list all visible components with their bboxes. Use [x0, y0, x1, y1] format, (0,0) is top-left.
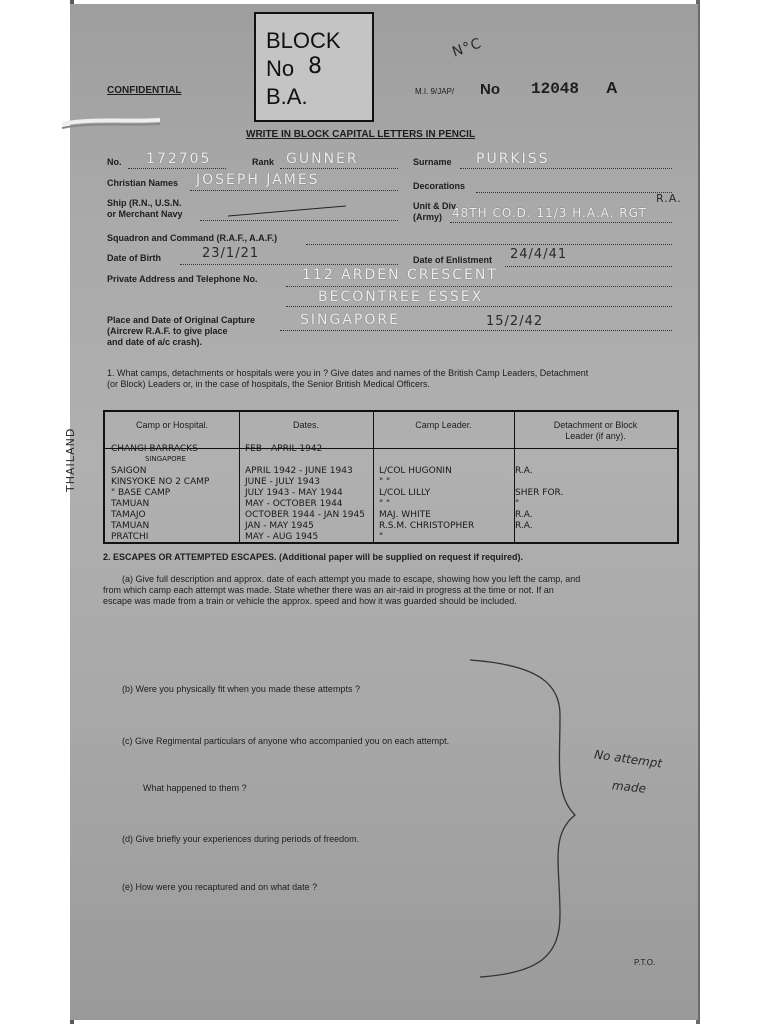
squadron-line: [306, 244, 672, 245]
cell-dates: JULY 1943 - MAY 1944: [245, 488, 343, 498]
cell-leader: ": [379, 532, 384, 542]
q2-e: (e) How were you recaptured and on what date ?: [122, 882, 318, 892]
form-number: 12048: [531, 80, 580, 98]
rank-label: Rank: [252, 157, 275, 167]
q2-c-followup: What happened to them ?: [143, 783, 247, 793]
capture-place: SINGAPORE: [300, 312, 400, 328]
q2-b: (b) Were you physically fit when you made these attempts ?: [122, 684, 360, 694]
christian-names-label: Christian Names: [107, 178, 179, 188]
made-note: made: [611, 778, 647, 796]
cell-detach: ": [515, 499, 520, 509]
thailand-side-note: THAILAND: [64, 427, 77, 492]
unit-value: 48TH CO.D. 11/3 H.A.A. RGT: [452, 206, 647, 220]
rank-line: [280, 168, 398, 169]
no-field-value: 172705: [146, 151, 212, 167]
cell-camp: " BASE CAMP: [111, 488, 171, 498]
q2-a-3: escape was made from a train or vehicle the approx. speed and how it was guarded should be included.: [103, 596, 517, 606]
no-attempt-note: No attempt: [593, 747, 663, 771]
q1-text-2: (or Block) Leaders or, in the case of hospitals, the Senior British Medical Officers.: [107, 379, 430, 389]
no-field-line: [128, 168, 226, 169]
cell-detach: R.A.: [515, 521, 533, 531]
christian-names-value: JOSEPH JAMES: [196, 172, 320, 188]
instruction-title: WRITE IN BLOCK CAPITAL LETTERS IN PENCIL: [246, 129, 476, 140]
cell-dates: JUNE - JULY 1943: [245, 477, 320, 487]
enlistment-label: Date of Enlistment: [413, 255, 493, 265]
ship-line: [200, 220, 398, 221]
address-label: Private Address and Telephone No.: [107, 274, 258, 284]
address-line-1: [286, 286, 672, 287]
capture-label-1: Place and Date of Original Capture: [107, 315, 256, 325]
cell-camp: CHANGI BARRACKS: [111, 444, 198, 454]
col-header-detach-1: Detachment or Block: [553, 420, 638, 430]
confidential-label: CONFIDENTIAL: [107, 85, 182, 96]
q2-a-2: from which camp each attempt was made. State whether there was an air-raid in progress at the time or not. If an: [103, 585, 554, 595]
camps-table: [103, 410, 679, 544]
no-field-label: No.: [107, 157, 122, 167]
stamp-no: No: [266, 56, 295, 81]
cell-leader: L/COL HUGONIN: [379, 466, 452, 476]
cell-detach: R.A.: [515, 510, 533, 520]
col-divider-1: [239, 412, 240, 542]
address-line-2: [286, 306, 672, 307]
ref-code: M.I. 9/JAP/: [415, 87, 455, 96]
cell-camp: SAIGON: [111, 466, 147, 476]
cell-camp: TAMUAN: [111, 499, 150, 509]
capture-label-3: and date of a/c crash).: [107, 337, 203, 347]
col-divider-2: [373, 412, 374, 542]
cell-dates: FEB - APRIL 1942: [245, 444, 323, 454]
surname-value: PURKISS: [476, 151, 550, 167]
cell-leader: MAJ. WHITE: [379, 510, 431, 520]
decorations-label: Decorations: [413, 181, 466, 191]
q2-title: 2. ESCAPES OR ATTEMPTED ESCAPES. (Additional paper will be supplied on request if required).: [103, 552, 524, 562]
unit-label-1: Unit & Div.: [413, 201, 458, 211]
block-stamp: [254, 12, 374, 122]
pto-label: P.T.O.: [634, 958, 656, 967]
unit-label-2: (Army): [413, 212, 443, 222]
dob-line: [180, 264, 398, 265]
curly-brace: [450, 655, 580, 985]
string-tie: [60, 108, 170, 138]
cell-dates: JAN - MAY 1945: [245, 521, 314, 531]
cell-dates: MAY - AUG 1945: [245, 532, 319, 542]
cell-leader: L/COL LILLY: [379, 488, 431, 498]
q2-a-1: (a) Give full description and approx. date of each attempt you made to escape, showing how you left the camp, and: [122, 574, 581, 584]
surname-label: Surname: [413, 157, 452, 167]
christian-names-line: [190, 190, 398, 191]
col-header-detach-2: Leader (if any).: [565, 431, 626, 441]
address-value-2: BECONTREE ESSEX: [318, 289, 484, 305]
cell-dates: OCTOBER 1944 - JAN 1945: [245, 510, 365, 520]
cell-camp: KINSYOKE NO 2 CAMP: [111, 477, 210, 487]
col-header-dates: Dates.: [292, 420, 319, 430]
q2-d: (d) Give briefly your experiences during periods of freedom.: [122, 834, 360, 844]
decorations-line: [476, 192, 672, 193]
stamp-block: BLOCK: [266, 28, 341, 53]
cell-leader: R.S.M. CHRISTOPHER: [379, 521, 475, 531]
dob-label: Date of Birth: [107, 253, 161, 263]
cell-leader: " ": [379, 477, 391, 487]
corner-note: N°C: [450, 35, 485, 61]
cell-detach: SHER FOR.: [515, 488, 564, 498]
cell-dates: APRIL 1942 - JUNE 1943: [245, 466, 353, 476]
squadron-label: Squadron and Command (R.A.F., A.A.F.): [107, 233, 278, 243]
address-value-1: 112 ARDEN CRESCENT: [302, 267, 498, 283]
capture-line: [280, 330, 672, 331]
ship-label-2: or Merchant Navy: [107, 209, 183, 219]
stamp-digit: 8: [308, 54, 322, 79]
ship-label-1: Ship (R.N., U.S.N.: [107, 198, 182, 208]
capture-date: 15/2/42: [486, 314, 544, 329]
rank-value: GUNNER: [286, 151, 359, 167]
enlistment-line: [505, 266, 672, 267]
cell-camp: PRATCHI: [111, 532, 149, 542]
cell-camp: TAMUAN: [111, 521, 150, 531]
cell-camp: TAMAJO: [111, 510, 146, 520]
unit-line: [450, 222, 672, 223]
col-header-camp: Camp or Hospital.: [135, 420, 209, 430]
capture-label-2: (Aircrew R.A.F. to give place: [107, 326, 228, 336]
cell-camp: SINGAPORE: [145, 455, 186, 463]
surname-line: [460, 168, 672, 169]
no-label: No: [480, 81, 500, 98]
dob-value: 23/1/21: [202, 246, 260, 261]
enlistment-value: 24/4/41: [510, 247, 568, 262]
ship-strikeout: [226, 202, 350, 218]
cell-detach: R.A.: [515, 466, 533, 476]
cell-dates: MAY - OCTOBER 1944: [245, 499, 343, 509]
q1-text-1: 1. What camps, detachments or hospitals were you in ? Give dates and names of the British Camp Leaders, Detachment: [107, 368, 589, 378]
q2-c: (c) Give Regimental particulars of anyone who accompanied you on each attempt.: [122, 736, 450, 746]
stamp-ba: B.A.: [266, 84, 308, 109]
cell-leader: " ": [379, 499, 391, 509]
unit-value-top: R.A.: [656, 192, 682, 205]
col-header-leader: Camp Leader.: [415, 420, 472, 430]
form-suffix: A: [606, 80, 618, 97]
